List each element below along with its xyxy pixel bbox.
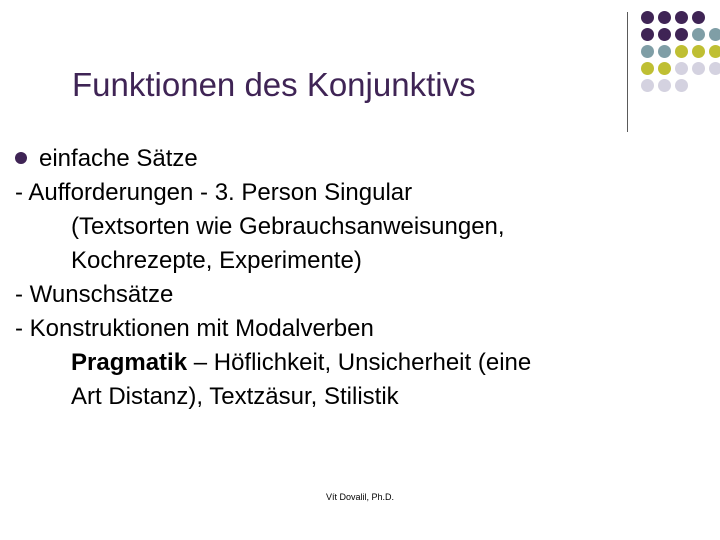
line-text: Art Distanz), Textzäsur, Stilistik (71, 383, 399, 410)
decor-dot (709, 62, 720, 75)
decor-dot (658, 28, 671, 41)
decor-dot (641, 28, 654, 41)
line-text: (Textsorten wie Gebrauchsanweisungen, (71, 213, 505, 240)
decor-dot (641, 45, 654, 58)
slide-title: Funktionen des Konjunktivs (72, 66, 476, 103)
line-text: - Konstruktionen mit Modalverben (15, 315, 374, 342)
line-text: - Wunschsätze (15, 281, 174, 308)
decor-dot (692, 62, 705, 75)
decor-dot (658, 62, 671, 75)
bullet-line (15, 142, 705, 176)
decor-dot (658, 11, 671, 24)
decor-dot (675, 79, 688, 92)
decor-dot (658, 79, 671, 92)
decor-dot (675, 62, 688, 75)
slide-body (15, 142, 705, 414)
decor-dot (709, 45, 720, 58)
bullet-icon (15, 152, 27, 164)
decor-dot (658, 45, 671, 58)
decor-dot (641, 62, 654, 75)
decor-dot (709, 28, 720, 41)
line-text: Kochrezepte, Experimente) (71, 247, 362, 274)
pragmatik-line (15, 346, 705, 380)
pragmatik-label: Pragmatik (71, 349, 188, 376)
decor-dot (675, 45, 688, 58)
decor-dot (692, 11, 705, 24)
decor-dot (675, 11, 688, 24)
decor-dot (675, 28, 688, 41)
decor-divider (627, 12, 628, 132)
line-text: - Aufforderungen - 3. Person Singular (15, 179, 413, 206)
line-text: einfache Sätze (39, 145, 198, 172)
footer-author: Vít Dovalil, Ph.D. (325, 492, 395, 502)
decor-dot (641, 79, 654, 92)
decor-dot (641, 11, 654, 24)
decor-dot (692, 28, 705, 41)
decor-dot (692, 45, 705, 58)
line-text: – Höflichkeit, Unsicherheit (eine (187, 349, 532, 376)
